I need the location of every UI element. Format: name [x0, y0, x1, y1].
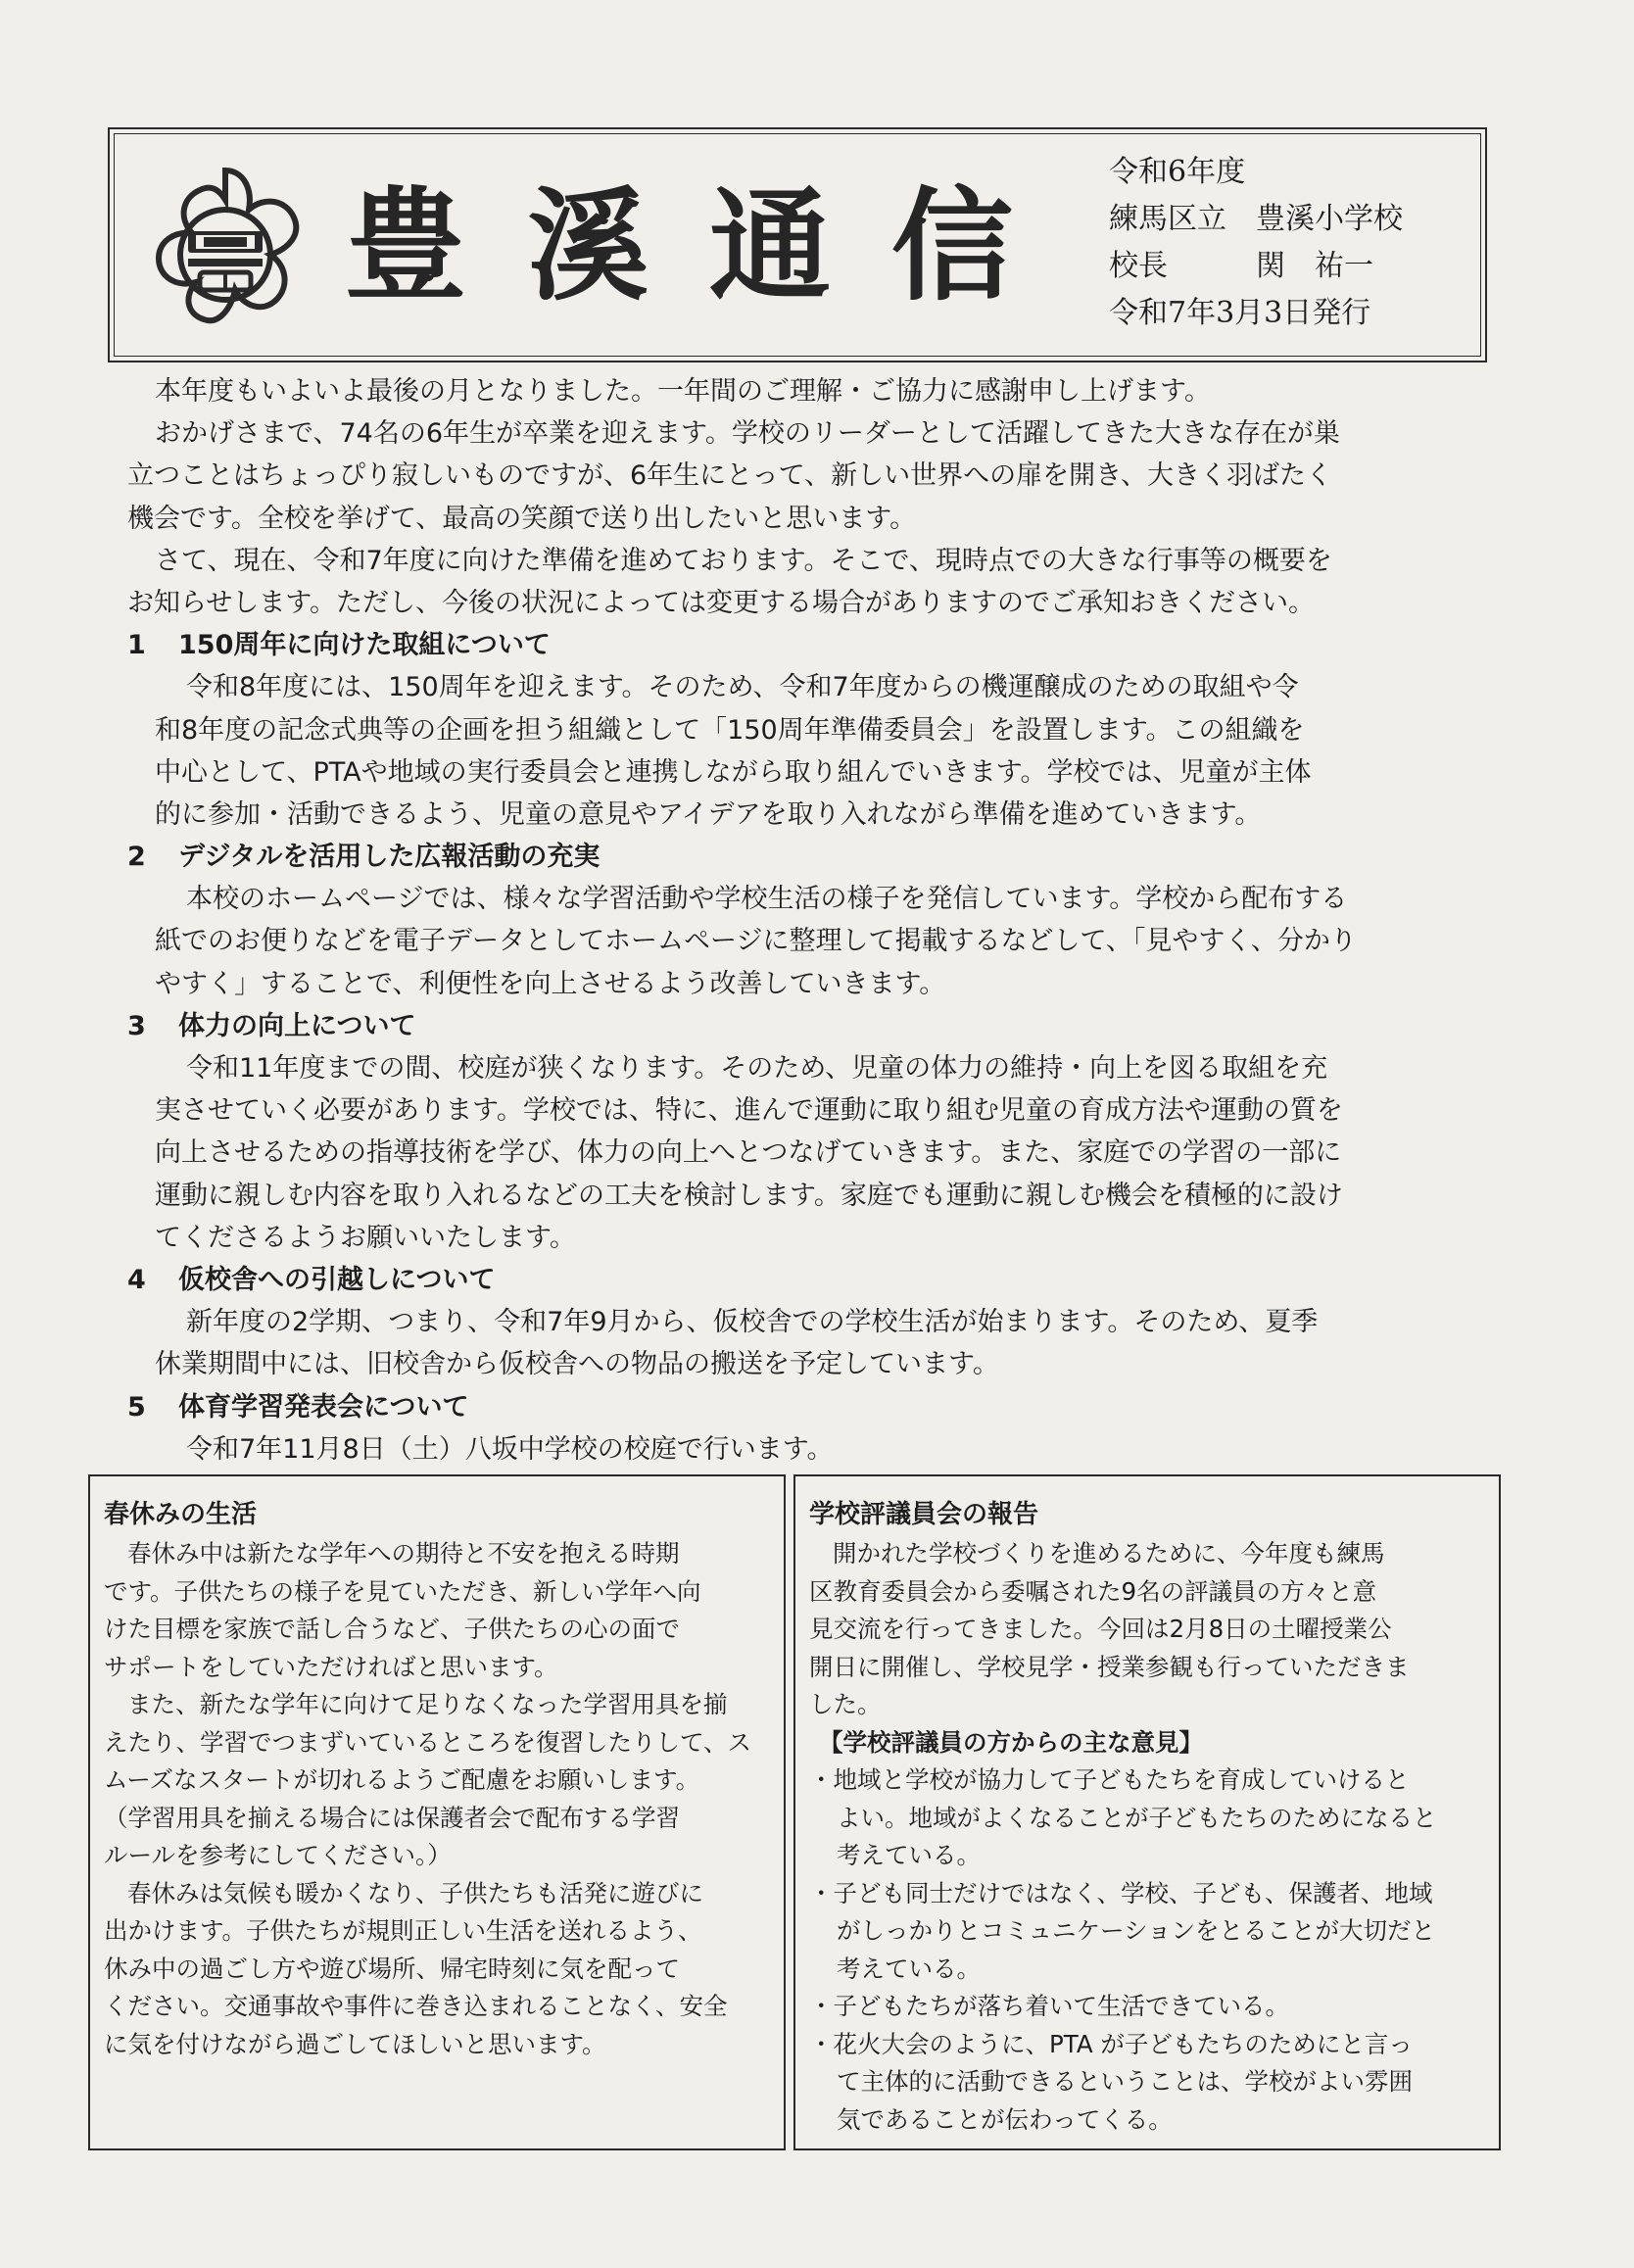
intro-line: 機会です。全校を挙げて、最高の笑顔で送り出したいと思います。 [127, 503, 917, 534]
council-opinions-heading: 【学校評議員の方からの主な意見】 [819, 1727, 1203, 1757]
spring-break-title: 春休みの生活 [104, 1500, 258, 1529]
newsletter-title: 豊溪通信 [345, 175, 1075, 317]
spring-break-line: また、新たな学年に向けて足りなくなった学習用具を揃 [127, 1690, 728, 1718]
section-line: 向上させるための指導技術を学び、体力の向上へとつなげていきます。また、家庭での学習の一部に [155, 1137, 1342, 1169]
council-report-line: て主体的に活動できるということは、学校がよい雰囲 [837, 2067, 1413, 2096]
spring-break-line: けた目標を家族で話し合うなど、子供たちの心の面で [104, 1615, 680, 1643]
school-emblem-icon [127, 149, 323, 345]
section-line: 実させていく必要があります。学校では、特に、進んで運動に取り組む児童の育成方法や運動の質を [155, 1095, 1343, 1127]
spring-break-line: （学習用具を揃える場合には保護者会で配布する学習 [104, 1803, 680, 1832]
council-report-content [809, 1535, 1489, 2139]
council-report-line: ・地域と学校が協力して子どもたちを育成していけると [809, 1765, 1410, 1794]
council-report-line: 区教育委員会から委嘱された9名の評議員の方々と意 [809, 1576, 1377, 1606]
council-report-line: 開かれた学校づくりを進めるために、今年度も練馬 [833, 1539, 1385, 1568]
spring-break-line: 休み中の過ごし方や遊び場所、帰宅時刻に気を配って [104, 1954, 680, 1983]
section-heading: 3 体力の向上について [127, 1010, 416, 1041]
section-line: やすく」することで、利便性を向上させるよう改善していきます。 [155, 968, 946, 999]
school-name: 練馬区立 豊溪小学校 [1109, 202, 1403, 236]
principal-name: 校長 関 祐一 [1109, 249, 1373, 283]
section-line: 和8年度の記念式典等の企画を担う組織として「150周年準備委員会」を設置します。この組織を [155, 714, 1305, 746]
spring-break-line: 春休みは気候も暖かくなり、子供たちも活発に遊びに [127, 1878, 703, 1907]
council-report-line: ・子ども同士だけではなく、学校、子ども、保護者、地域 [809, 1878, 1433, 1907]
main-article [127, 370, 1479, 1471]
intro-line: お知らせします。ただし、今後の状況によっては変更する場合がありますのでご承知おきください。 [127, 587, 1316, 618]
issue-date: 令和7年3月3日発行 [1109, 296, 1371, 330]
section-line: 令和8年度には、150周年を迎えます。そのため、令和7年度からの機運醸成のための取組や令 [186, 672, 1299, 703]
spring-break-box [88, 1474, 786, 2150]
section-line: 休業期間中には、旧校舎から仮校舎への物品の搬送を予定しています。 [155, 1349, 999, 1380]
council-report-line: よい。地域がよくなることが子どもたちのためになると [837, 1803, 1437, 1832]
section-line: 的に参加・活動できるよう、児童の意見やアイデアを取り入れながら準備を進めていきます。 [155, 798, 1262, 830]
spring-break-line: ムーズなスタートが切れるようご配慮をお願いします。 [104, 1765, 700, 1794]
spring-break-line: ください。交通事故や事件に巻き込まれることなく、安全 [104, 1992, 728, 2020]
spring-break-content [104, 1535, 774, 2063]
council-report-line: 見交流を行ってきました。今回は2月8日の土曜授業公 [809, 1615, 1392, 1643]
council-report-line: ・花火大会のように、PTA が子どもたちのためにと言っ [809, 2029, 1413, 2058]
masthead [108, 127, 1487, 362]
section-line: 中心として、PTAや地域の実行委員会と連携しながら取り組んでいきます。学校では、児童が主体 [155, 756, 1312, 788]
section-heading: 2 デジタルを活用した広報活動の充実 [127, 842, 601, 873]
section-line: 新年度の2学期、つまり、令和7年9月から、仮校舎での学校生活が始まります。そのため、夏季 [186, 1307, 1319, 1338]
council-report-line: ・子どもたちが落ち着いて生活できている。 [809, 1992, 1289, 2020]
intro-line: さて、現在、令和7年度に向けた準備を進めております。そこで、現時点での大きな行事等の概要を [155, 545, 1332, 576]
section-line: てくださるようお願いいたします。 [155, 1222, 576, 1253]
section-line: 本校のホームページでは、様々な学習活動や学校生活の様子を発信しています。学校から配布する [186, 884, 1348, 915]
council-report-line: 気であることが伝わってくる。 [837, 2104, 1173, 2134]
section-line: 令和7年11月8日（土）八坂中学校の校庭で行います。 [186, 1433, 834, 1465]
spring-break-line: 出かけます。子供たちが規則正しい生活を送れるよう、 [104, 1916, 702, 1945]
section-line: 紙でのお便りなどを電子データとしてホームページに整理して掲載するなどして、「見やすく、分かり [155, 926, 1357, 957]
spring-break-line: 春休み中は新たな学年への期待と不安を抱える時期 [127, 1539, 680, 1568]
council-report-line: した。 [809, 1690, 882, 1718]
spring-break-line: えたり、学習でつまずいているところを復習したりして、ス [104, 1727, 752, 1757]
council-report-line: がしっかりとコミュニケーションをとることが大切だと [837, 1916, 1436, 1945]
council-report-box [793, 1474, 1501, 2150]
section-line: 令和11年度までの間、校庭が狭くなります。そのため、児童の体力の維持・向上を図る取組を充 [186, 1053, 1328, 1084]
issue-info [1109, 149, 1481, 337]
spring-break-line: サポートをしていただければと思います。 [104, 1652, 558, 1681]
council-report-title: 学校評議員会の報告 [809, 1500, 1039, 1529]
spring-break-line: ルールを参考にしてください。） [104, 1841, 452, 1869]
council-report-line: 開日に開催し、学校見学・授業参観も行っていただきま [809, 1652, 1410, 1681]
section-heading: 5 体育学習発表会について [127, 1391, 469, 1423]
council-report-line: 考えている。 [837, 1841, 981, 1869]
section-line: 運動に親しむ内容を取り入れるなどの工夫を検討します。家庭でも運動に親しむ機会を積極的に設け [155, 1180, 1343, 1211]
intro-line: おかげさまで、74名の6年生が卒業を迎えます。学校のリーダーとして活躍してきた大きな存在が巣 [155, 418, 1340, 450]
council-report-line: 考えている。 [837, 1954, 981, 1983]
section-heading: 4 仮校舎への引越しについて [127, 1264, 496, 1295]
spring-break-line: に気を付けながら過ごしてほしいと思います。 [104, 2029, 606, 2058]
intro-line: 本年度もいよいよ最後の月となりました。一年間のご理解・ご協力に感謝申し上げます。 [155, 376, 1211, 407]
section-heading: 1 150周年に向けた取組について [127, 630, 551, 661]
spring-break-line: です。子供たちの様子を見ていただき、新しい学年へ向 [104, 1576, 701, 1606]
fiscal-year: 令和6年度 [1109, 155, 1246, 189]
intro-line: 立つことはちょっぴり寂しいものですが、6年生にとって、新しい世界への扉を開き、大きく羽ばたく [127, 460, 1333, 492]
